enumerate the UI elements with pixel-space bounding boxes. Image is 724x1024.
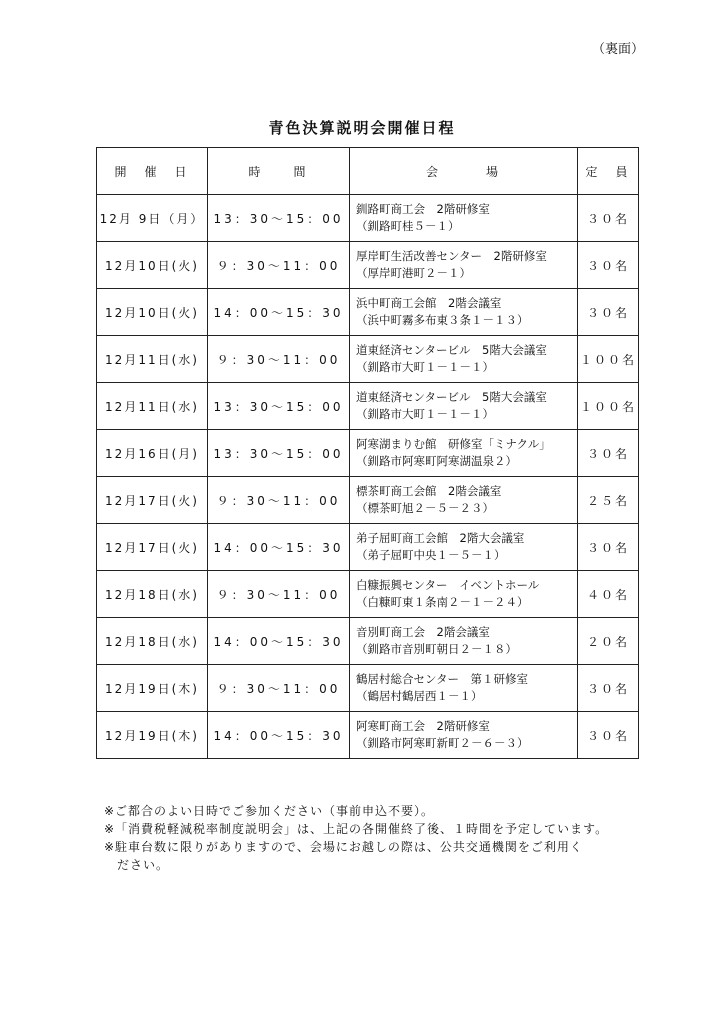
venue-cell <box>350 336 578 383</box>
capacity-cell: ３０名 <box>578 712 639 759</box>
time-cell: 14：00～15：30 <box>208 618 350 665</box>
venue-name: 釧路町商工会 2階研修室 <box>356 202 490 216</box>
table-row <box>97 336 639 383</box>
date-cell: 12月17日(火) <box>97 477 208 524</box>
venue-address: （鶴居村鶴居西１－１） <box>356 689 483 703</box>
venue-address: （釧路市阿寒町新町２－６－３） <box>356 736 529 750</box>
venue-address: （釧路市大町１－１－１） <box>356 360 494 374</box>
venue-cell <box>350 618 578 665</box>
date-cell: 12月10日(火) <box>97 289 208 336</box>
venue-name: 白糠振興センター イベントホール <box>356 578 540 592</box>
capacity-cell: ２０名 <box>578 618 639 665</box>
date-cell: 12月16日(月) <box>97 430 208 477</box>
note-item: ※「消費税軽減税率制度説明会」は、上記の各開催終了後、１時間を予定しています。 <box>104 822 609 836</box>
venue-name: 厚岸町生活改善センター 2階研修室 <box>356 249 547 263</box>
note-item: ※駐車台数に限りがありますので、会場にお越しの際は、公共交通機関をご利用く <box>104 840 583 854</box>
venue-address: （釧路市音別町朝日２－１８） <box>356 642 517 656</box>
venue-name: 標茶町商工会館 2階会議室 <box>356 484 502 498</box>
capacity-cell: ３０名 <box>578 242 639 289</box>
time-cell: 13：30～15：00 <box>208 430 350 477</box>
date-cell: 12月11日(水) <box>97 383 208 430</box>
table-row <box>97 383 639 430</box>
page-side-label: （裏面） <box>591 42 644 57</box>
date-cell: 12月19日(木) <box>97 712 208 759</box>
venue-address: （弟子屈町中央１－５－１） <box>356 548 506 562</box>
time-cell: 13：30～15：00 <box>208 195 350 242</box>
capacity-cell: ３０名 <box>578 195 639 242</box>
venue-cell <box>350 242 578 289</box>
time-cell: ９：30～11：00 <box>208 665 350 712</box>
table-row <box>97 712 639 759</box>
capacity-cell: ３０名 <box>578 430 639 477</box>
header-date: 開 催 日 <box>97 148 208 195</box>
capacity-cell: ３０名 <box>578 524 639 571</box>
table-row <box>97 195 639 242</box>
capacity-cell: ２５名 <box>578 477 639 524</box>
venue-name: 阿寒湖まりむ館 研修室「ミナクル」 <box>356 437 551 451</box>
time-cell: 14：00～15：30 <box>208 289 350 336</box>
document-title: 青色決算説明会開催日程 <box>268 119 456 137</box>
capacity-cell: ３０名 <box>578 665 639 712</box>
header-capacity: 定 員 <box>578 148 639 195</box>
time-cell: ９：30～11：00 <box>208 336 350 383</box>
header-venue: 会 場 <box>350 148 578 195</box>
date-cell: 12月11日(水) <box>97 336 208 383</box>
venue-cell <box>350 524 578 571</box>
table-row <box>97 477 639 524</box>
date-cell: 12月 9日（月） <box>97 195 208 242</box>
venue-name: 阿寒町商工会 2階研修室 <box>356 719 490 733</box>
note-item: ださい。 <box>104 858 170 872</box>
time-cell: ９：30～11：00 <box>208 477 350 524</box>
venue-address: （白糠町東１条南２－１－２４） <box>356 595 529 609</box>
venue-cell <box>350 477 578 524</box>
venue-address: （釧路町桂５－１） <box>356 219 460 233</box>
venue-address: （釧路市阿寒町阿寒湖温泉２） <box>356 454 517 468</box>
time-cell: 13：30～15：00 <box>208 383 350 430</box>
venue-cell <box>350 571 578 618</box>
table-row <box>97 571 639 618</box>
venue-address: （釧路市大町１－１－１） <box>356 407 494 421</box>
table-row <box>97 524 639 571</box>
venue-name: 鶴居村総合センター 第１研修室 <box>356 672 529 686</box>
venue-address: （厚岸町港町２－１） <box>356 266 471 280</box>
venue-name: 道東経済センタービル 5階大会議室 <box>356 343 547 357</box>
note-item: ※ご都合のよい日時でご参加ください（事前申込不要）。 <box>104 804 435 818</box>
table-header-row <box>97 148 639 195</box>
capacity-cell: １００名 <box>578 383 639 430</box>
venue-cell <box>350 195 578 242</box>
venue-name: 道東経済センタービル 5階大会議室 <box>356 390 547 404</box>
time-cell: 14：00～15：30 <box>208 524 350 571</box>
capacity-cell: １００名 <box>578 336 639 383</box>
venue-name: 音別町商工会 2階会議室 <box>356 625 490 639</box>
time-cell: ９：30～11：00 <box>208 242 350 289</box>
table-row <box>97 618 639 665</box>
table-row <box>97 242 639 289</box>
date-cell: 12月18日(水) <box>97 618 208 665</box>
venue-name: 浜中町商工会館 2階会議室 <box>356 296 502 310</box>
capacity-cell: ４０名 <box>578 571 639 618</box>
venue-cell <box>350 289 578 336</box>
venue-cell <box>350 712 578 759</box>
venue-cell <box>350 383 578 430</box>
date-cell: 12月18日(水) <box>97 571 208 618</box>
venue-address: （標茶町旭２－５－２３） <box>356 501 494 515</box>
header-time: 時 間 <box>208 148 350 195</box>
date-cell: 12月10日(火) <box>97 242 208 289</box>
table-row <box>97 665 639 712</box>
schedule-table <box>96 147 639 759</box>
table-row <box>97 430 639 477</box>
table-row <box>97 289 639 336</box>
date-cell: 12月19日(木) <box>97 665 208 712</box>
venue-cell <box>350 665 578 712</box>
capacity-cell: ３０名 <box>578 289 639 336</box>
venue-name: 弟子屈町商工会館 2階大会議室 <box>356 531 525 545</box>
venue-cell <box>350 430 578 477</box>
venue-address: （浜中町霧多布東３条１－１３） <box>356 313 529 327</box>
time-cell: ９：30～11：00 <box>208 571 350 618</box>
date-cell: 12月17日(火) <box>97 524 208 571</box>
notes-list <box>104 802 664 874</box>
time-cell: 14：00～15：30 <box>208 712 350 759</box>
